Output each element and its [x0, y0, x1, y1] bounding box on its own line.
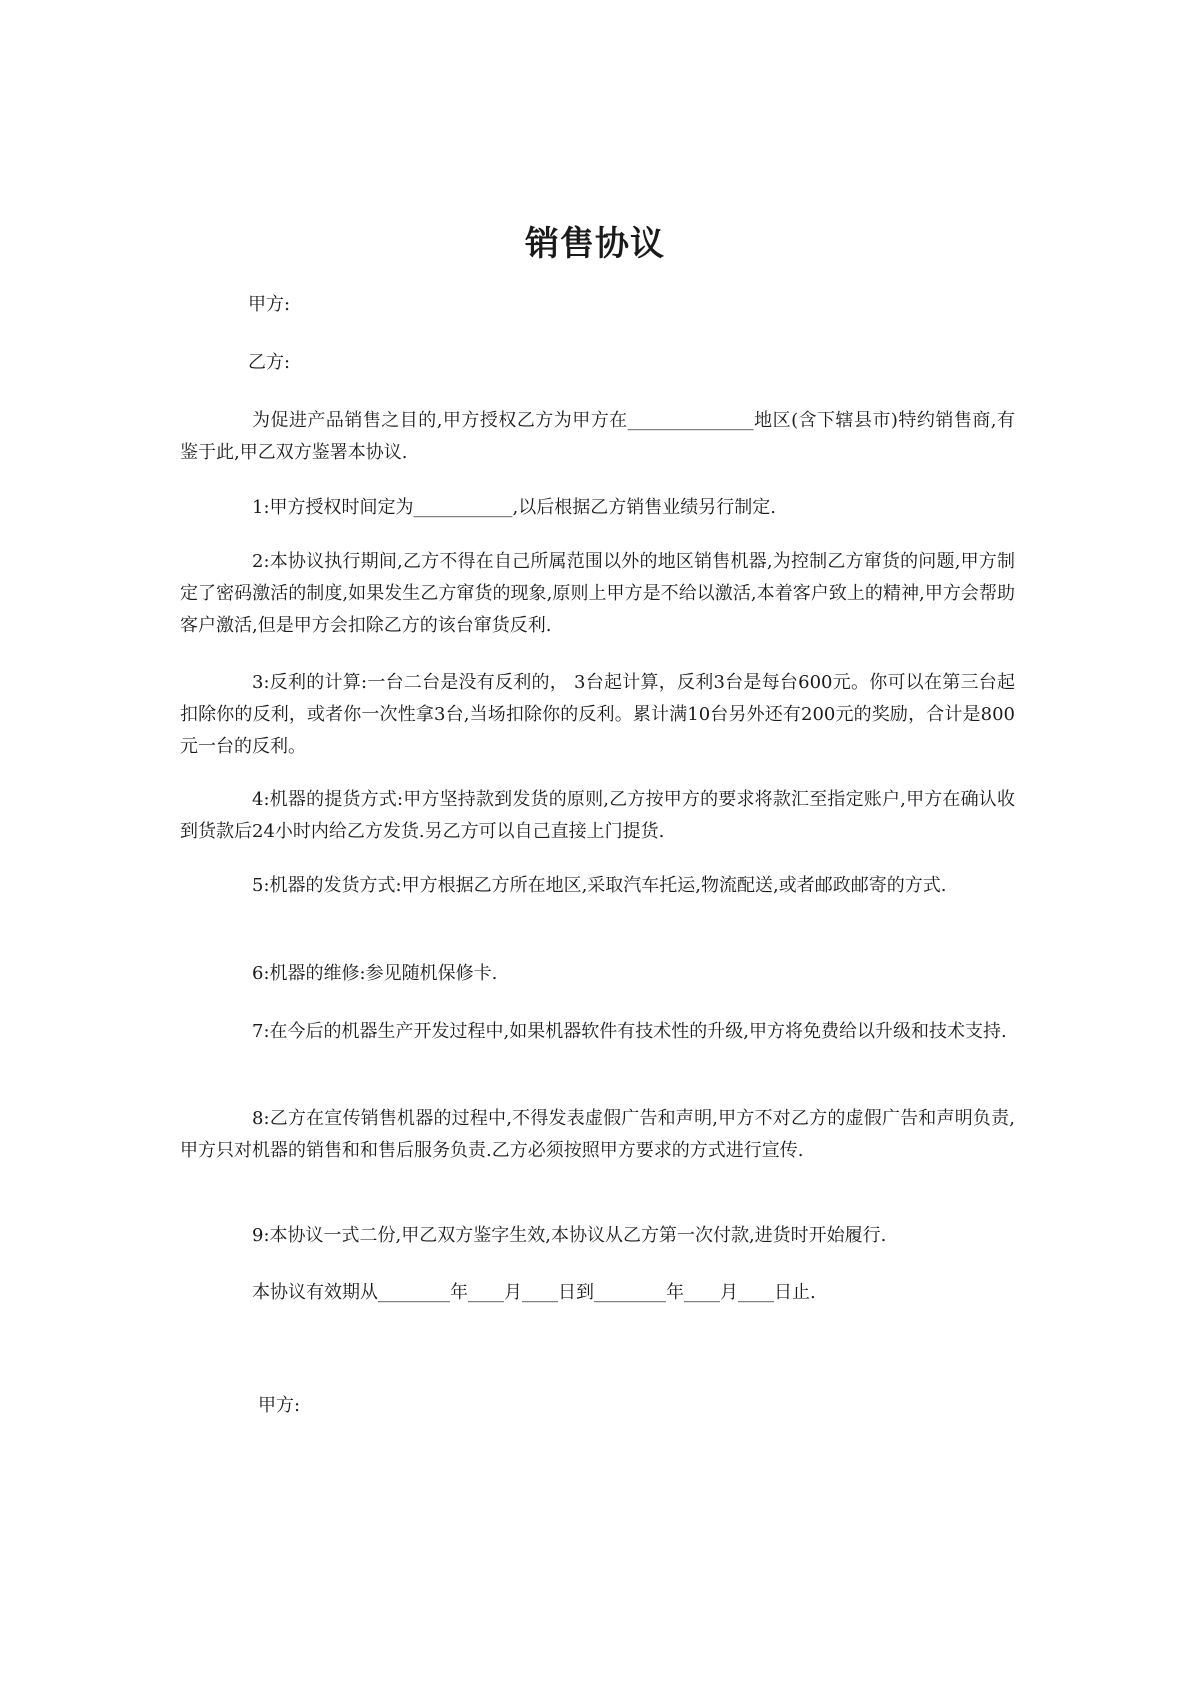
clause-9-text: 9:本协议一式二份,甲乙双方鉴字生效,本协议从乙方第一次付款,进货时开始履行. [252, 1225, 887, 1246]
intro-paragraph [180, 405, 1015, 469]
clause-3 [180, 667, 1015, 763]
clause-8 [180, 1103, 1015, 1167]
clause-4 [180, 784, 1015, 848]
document-title: 销售协议 [525, 224, 665, 264]
clause-9 [180, 1220, 1015, 1252]
clause-3-text: 3:反利的计算:一台二台是没有反利的， 3台起计算，反利3台是每台600元。你可以在第三台起扣除你的反利，或者你一次性拿3台,当场扣除你的反利。累计满10台另外还有200元的奖励，合计是800元一台的反利。 [180, 672, 1015, 757]
clause-4-text: 4:机器的提货方式:甲方坚持款到发货的原则,乙方按甲方的要求将款汇至指定账户,甲方在确认收到货款后24小时内给乙方发货.另乙方可以自己直接上门提货. [180, 789, 1015, 842]
validity-text: 本协议有效期从________年____月____日到________年____月____日止. [252, 1282, 816, 1303]
intro-text: 为促进产品销售之目的,甲方授权乙方为甲方在______________地区(含下辖县市)特约销售商,有鉴于此,甲乙双方鉴署本协议. [180, 410, 1015, 463]
clause-1-text: 1:甲方授权时间定为___________,以后根据乙方销售业绩另行制定. [252, 497, 776, 518]
validity-period [180, 1277, 1015, 1309]
clause-7-text: 7:在今后的机器生产开发过程中,如果机器软件有技术性的升级,甲方将免费给以升级和技术支持. [252, 1021, 1007, 1042]
clause-6 [180, 958, 1015, 990]
clause-5-text: 5:机器的发货方式:甲方根据乙方所在地区,采取汽车托运,物流配送,或者邮政邮寄的方式. [252, 875, 947, 896]
clause-7 [180, 1016, 1015, 1048]
party-b-label: 乙方: [248, 352, 291, 373]
signature-party-a-label: 甲方: [258, 1395, 301, 1416]
party-a-label: 甲方: [248, 294, 291, 315]
clause-5 [180, 870, 1015, 902]
clause-8-text: 8:乙方在宣传销售机器的过程中,不得发表虚假广告和声明,甲方不对乙方的虚假广告和声明负责,甲方只对机器的销售和和售后服务负责.乙方必须按照甲方要求的方式进行宣传. [180, 1108, 1015, 1161]
clause-2 [180, 546, 1015, 642]
clause-2-text: 2:本协议执行期间,乙方不得在自己所属范围以外的地区销售机器,为控制乙方窜货的问题,甲方制定了密码激活的制度,如果发生乙方窜货的现象,原则上甲方是不给以激活,本着客户致上的精神,甲方会帮助客户激活,但是甲方会扣除乙方的该台窜货反利. [180, 551, 1015, 636]
clause-6-text: 6:机器的维修:参见随机保修卡. [252, 963, 498, 984]
clause-1 [180, 492, 1015, 524]
